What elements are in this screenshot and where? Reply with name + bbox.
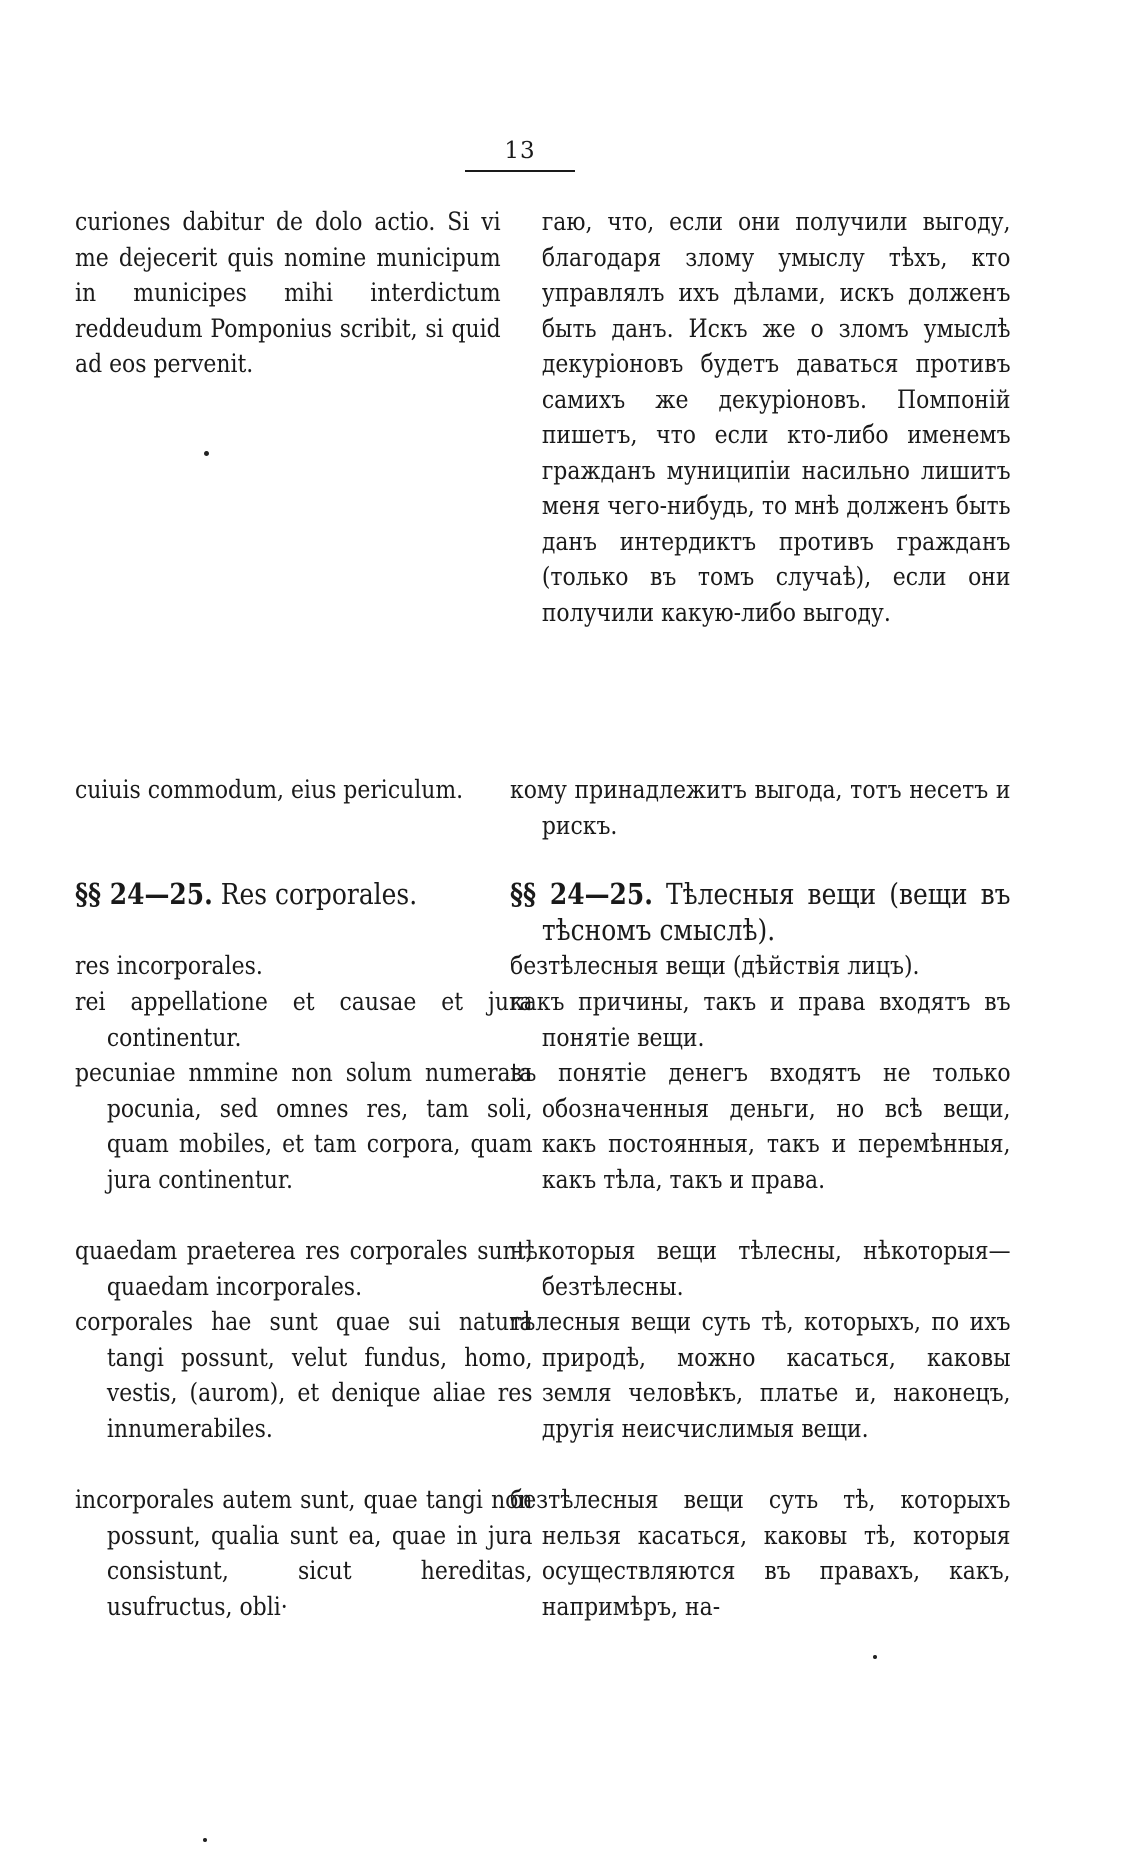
scan-speck	[204, 451, 209, 456]
russian-paragraph-3: безтѣлесныя вещи (дѣйствія лицъ).	[510, 951, 920, 981]
latin-maxim: cuiuis commodum, eius periculum.	[75, 775, 464, 805]
latin-paragraph-6: quaedam praeterea res corporales sunt, quaedam incorporales.	[75, 1236, 533, 1302]
latin-paragraph-1: curiones dabitur de dolo actio. Si vi me dejecerit quis nomine municipum in municipes mihi interdictum reddeudum Pomponius scribit, si quid ad eos pervenit.	[75, 207, 501, 379]
latin-paragraph-3: res incorporales.	[75, 951, 263, 981]
russian-paragraph-1: гаю, что, если они получили выгоду, благодаря злому умыслу тѣхъ, кто управлялъ ихъ дѣлами, искъ долженъ быть данъ. Искъ же о зломъ умыслѣ декуріоновъ будетъ даваться противъ самихъ же декуріоновъ. Помпоній пишетъ, что если кто-либо именемъ гражданъ муниципіи насильно лишитъ меня чего-нибудь, то мнѣ долженъ быть данъ интердиктъ противъ гражданъ (только въ томъ случаѣ), если они получили какую-либо выгоду.	[541, 207, 1011, 628]
russian-paragraph-7: тѣлесныя вещи суть тѣ, которыхъ, по ихъ природѣ, можно касаться, каковы земля человѣкъ, платье и, наконецъ, другія неисчислимыя вещи.	[510, 1307, 1011, 1444]
russian-section-title: Тѣлесныя вещи (вещи въ тѣсномъ смыслѣ).	[541, 877, 1011, 947]
page-number-rule	[465, 170, 575, 172]
latin-section-title: Res corporales.	[220, 877, 418, 911]
latin-paragraph-7: corporales hae sunt quae sui natura tangi possunt, velut fundus, homo, vestis, (aurom), et denique aliae res innumerabiles.	[75, 1307, 533, 1444]
scan-speck	[203, 1838, 207, 1842]
latin-section-heading	[75, 877, 501, 913]
russian-paragraph-4: какъ причины, такъ и права входятъ въ понятіе вещи.	[510, 987, 1011, 1053]
scan-speck	[873, 1655, 877, 1659]
latin-section-number: §§ 24—25.	[75, 877, 213, 911]
russian-maxim: кому принадлежитъ выгода, тотъ несетъ и рискъ.	[510, 775, 1011, 841]
latin-paragraph-5: pecuniae nmmine non solum numerata pocunia, sed omnes res, tam soli, quam mobiles, et tam corpora, quam jura continentur.	[75, 1058, 533, 1195]
russian-paragraph-8: безтѣлесныя вещи суть тѣ, которыхъ нельзя касаться, каковы тѣ, которыя осуществляются въ правахъ, какъ, напримѣръ, на-	[510, 1485, 1011, 1622]
russian-paragraph-5: въ понятіе денегъ входятъ не только обозначенныя деньги, но всѣ вещи, какъ постоянныя, такъ и перемѣнныя, какъ тѣла, такъ и права.	[510, 1058, 1011, 1195]
page-number: 13	[504, 138, 536, 164]
russian-paragraph-6: нѣкоторыя вещи тѣлесны, нѣкоторыя—безтѣлесны.	[510, 1236, 1011, 1302]
russian-section-number: §§ 24—25.	[510, 877, 653, 911]
latin-paragraph-4: rei appellatione et causae et jura continentur.	[75, 987, 533, 1053]
latin-paragraph-8: incorporales autem sunt, quae tangi non possunt, qualia sunt ea, quae in jura consistunt, sicut hereditas, usufructus, obli·	[75, 1485, 533, 1622]
russian-section-heading	[510, 877, 1011, 948]
